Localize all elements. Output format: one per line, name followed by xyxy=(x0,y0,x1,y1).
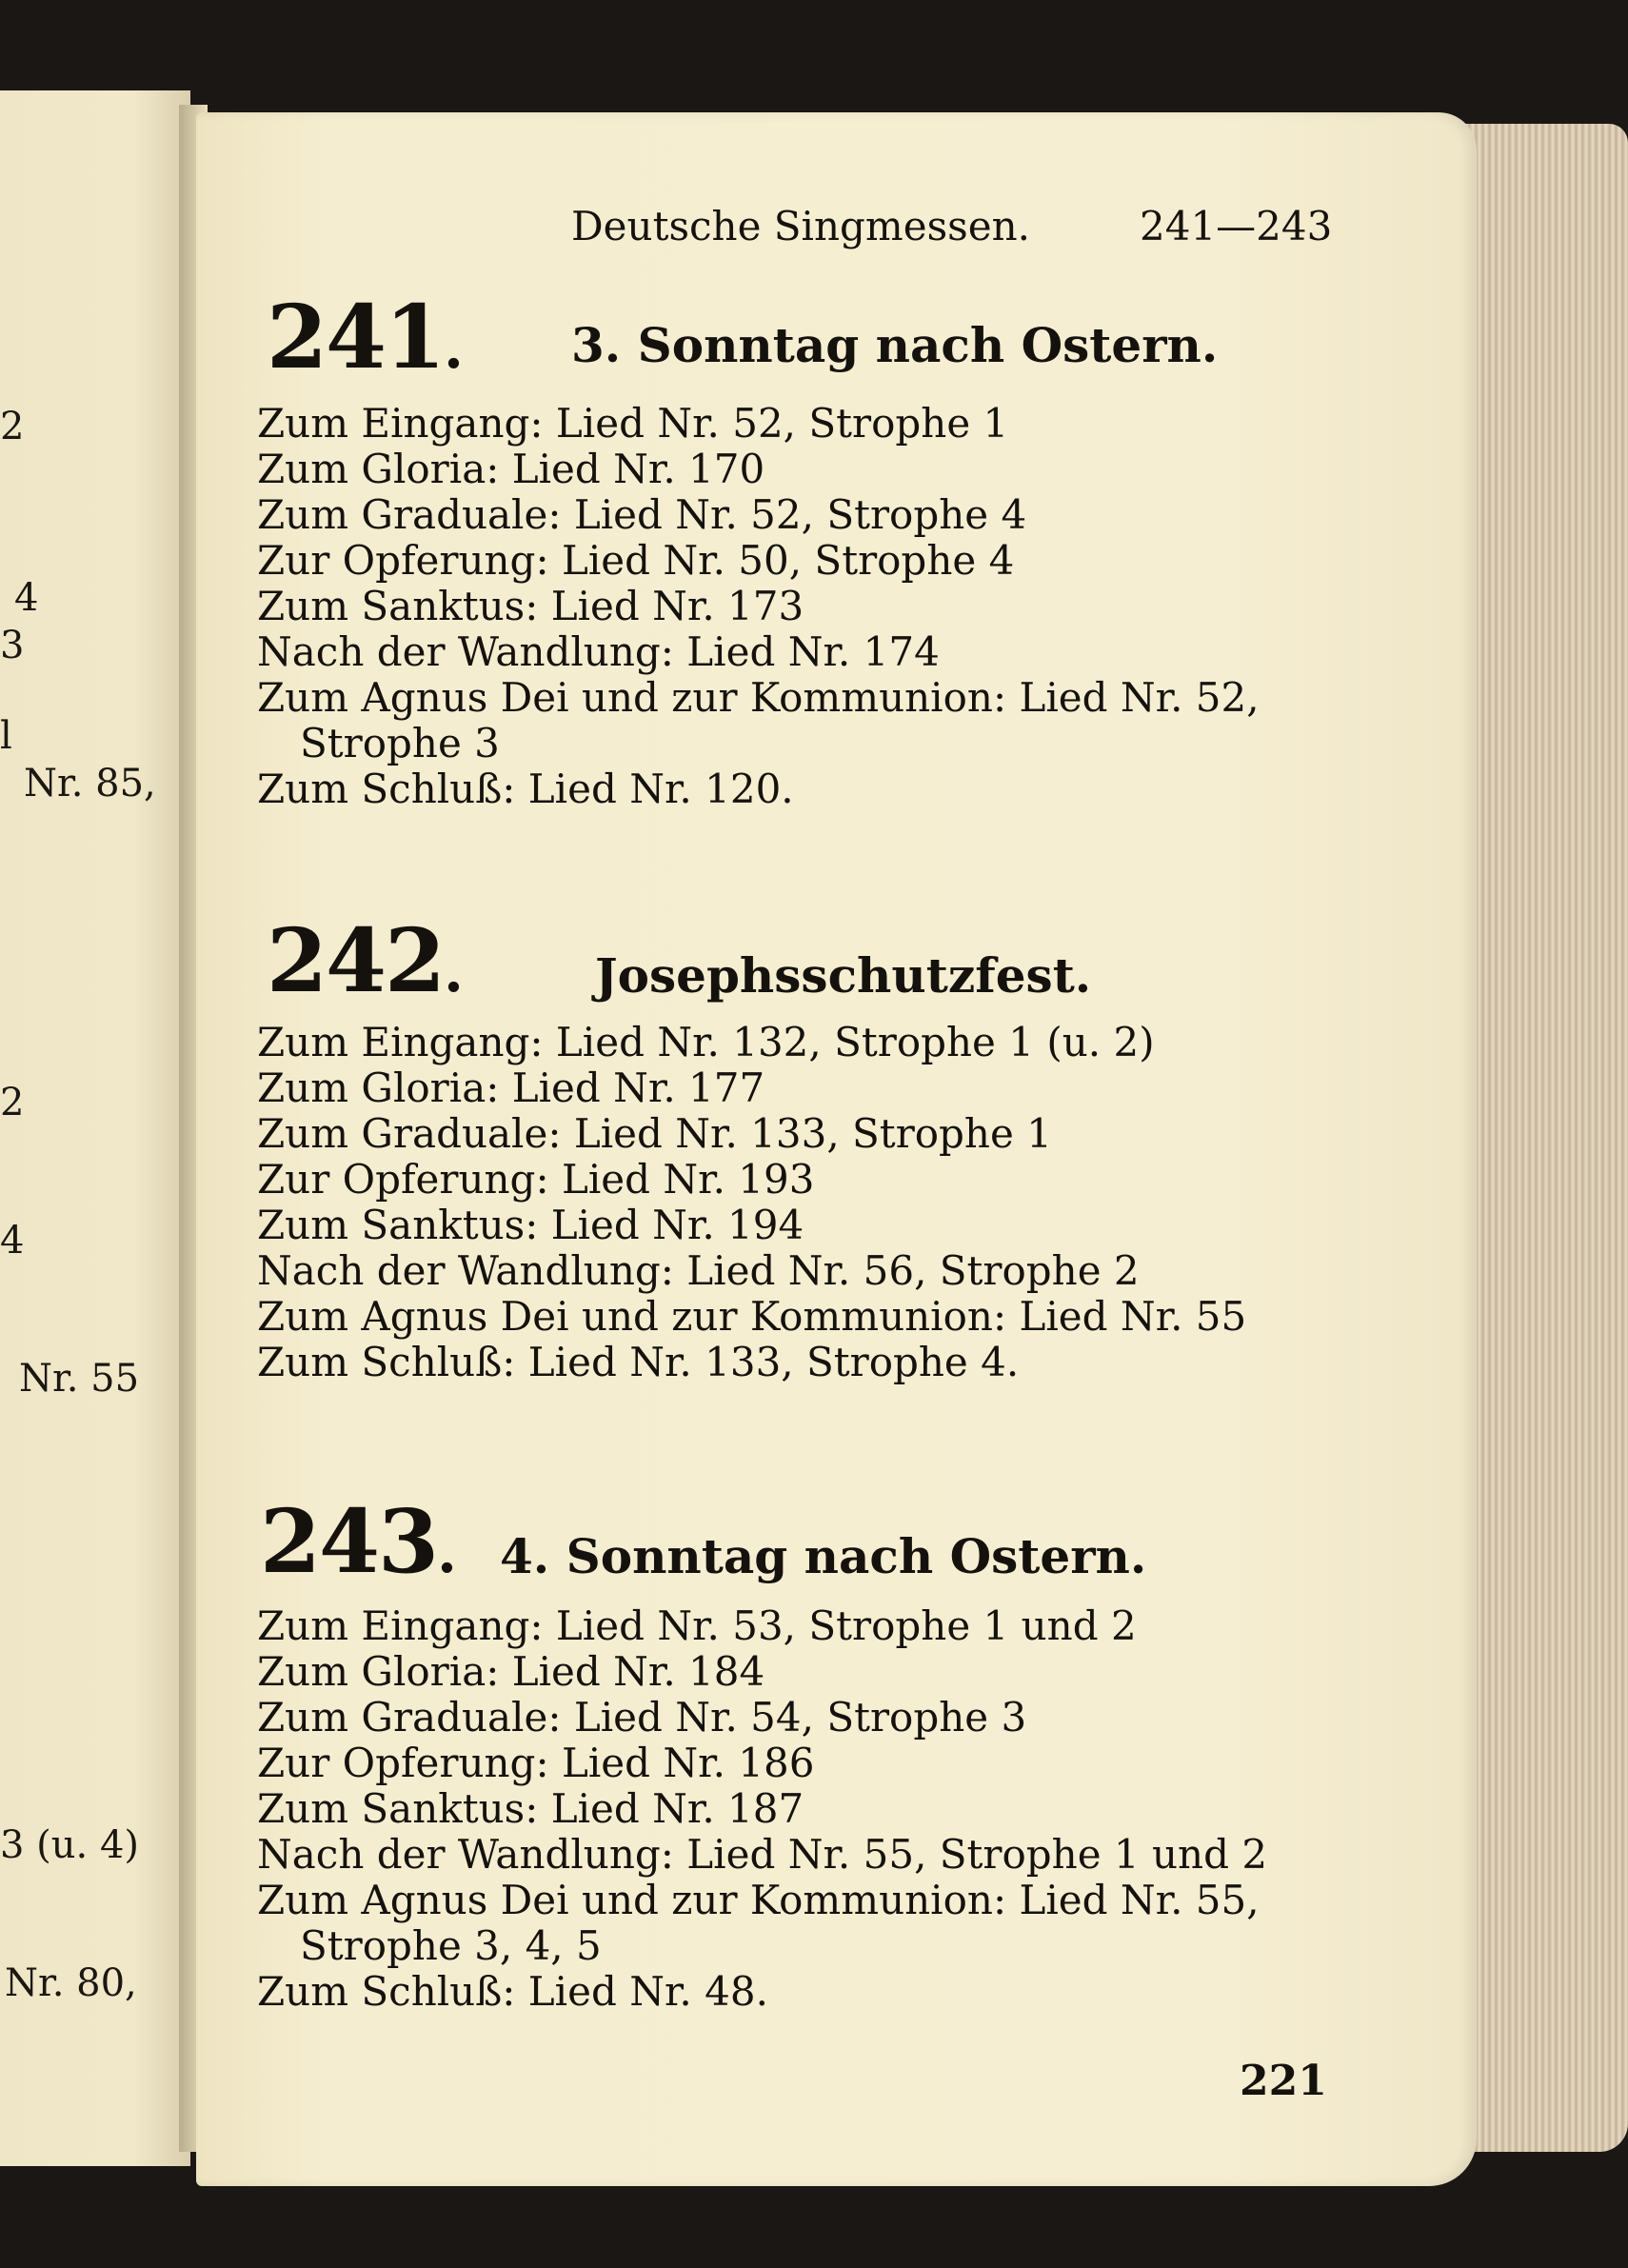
text-line: Zum Sanktus: Lied Nr. 187 xyxy=(257,1785,804,1832)
text-line: Strophe 3, 4, 5 xyxy=(300,1922,602,1969)
text-line: Strophe 3 xyxy=(300,720,500,766)
section-number: 243. xyxy=(260,1490,455,1593)
text-line: Zum Graduale: Lied Nr. 52, Strophe 4 xyxy=(257,491,1027,538)
text-line: Zum Schluß: Lied Nr. 48. xyxy=(257,1968,768,2015)
text-line: Zum Gloria: Lied Nr. 184 xyxy=(257,1648,765,1695)
left-fragment: 3 xyxy=(0,624,25,667)
text-line: Zum Gloria: Lied Nr. 177 xyxy=(257,1064,765,1111)
text-line: Zum Gloria: Lied Nr. 170 xyxy=(257,446,765,492)
running-header-title: Deutsche Singmessen. xyxy=(571,203,1030,249)
left-fragment: 4 xyxy=(0,1219,25,1263)
left-fragment: Nr. 85, xyxy=(24,762,156,806)
text-line: Zum Schluß: Lied Nr. 120. xyxy=(257,766,794,812)
text-line: Nach der Wandlung: Lied Nr. 56, Strophe 2 xyxy=(257,1247,1140,1294)
text-line: Nach der Wandlung: Lied Nr. 55, Strophe 1 und 2 xyxy=(257,1831,1268,1878)
text-line: Zum Agnus Dei und zur Kommunion: Lied Nr. 55, xyxy=(257,1877,1260,1923)
text-line: Zum Graduale: Lied Nr. 54, Strophe 3 xyxy=(257,1694,1027,1741)
left-fragment: 2 xyxy=(0,1081,25,1124)
section-number: 242. xyxy=(267,909,462,1012)
text-line: Zum Eingang: Lied Nr. 53, Strophe 1 und 2 xyxy=(257,1602,1137,1649)
left-fragment: 3 (u. 4) xyxy=(0,1823,140,1867)
section-title: 4. Sonntag nach Ostern. xyxy=(500,1528,1147,1584)
text-line: Zur Opferung: Lied Nr. 50, Strophe 4 xyxy=(257,537,1015,584)
page-edges xyxy=(1457,124,1628,2152)
text-line: Zur Opferung: Lied Nr. 193 xyxy=(257,1156,815,1203)
page-number: 221 xyxy=(1240,2057,1327,2105)
text-line: Zum Schluß: Lied Nr. 133, Strophe 4. xyxy=(257,1339,1020,1385)
left-fragment: 2 xyxy=(0,405,25,448)
text-line: Zum Graduale: Lied Nr. 133, Strophe 1 xyxy=(257,1110,1052,1157)
text-line: Zum Sanktus: Lied Nr. 173 xyxy=(257,583,804,629)
text-line: Zum Agnus Dei und zur Kommunion: Lied Nr. 55 xyxy=(257,1293,1247,1340)
text-line: Zum Agnus Dei und zur Kommunion: Lied Nr. 52, xyxy=(257,674,1260,721)
left-fragment: l xyxy=(0,714,12,758)
left-fragment: Nr. 80, xyxy=(5,1961,137,2005)
left-fragment: 4 xyxy=(14,576,39,620)
section-title: 3. Sonntag nach Ostern. xyxy=(571,317,1219,373)
text-line: Zur Opferung: Lied Nr. 186 xyxy=(257,1740,815,1786)
text-line: Zum Eingang: Lied Nr. 132, Strophe 1 (u. 2) xyxy=(257,1019,1155,1065)
text-line: Nach der Wandlung: Lied Nr. 174 xyxy=(257,628,940,675)
text-line: Zum Eingang: Lied Nr. 52, Strophe 1 xyxy=(257,400,1009,447)
text-line: Zum Sanktus: Lied Nr. 194 xyxy=(257,1202,804,1248)
left-page xyxy=(0,90,190,2166)
section-title: Josephsschutzfest. xyxy=(595,947,1092,1004)
left-fragment: Nr. 55 xyxy=(19,1357,140,1401)
running-header-range: 241—243 xyxy=(1140,203,1333,249)
section-number: 241. xyxy=(267,286,462,388)
